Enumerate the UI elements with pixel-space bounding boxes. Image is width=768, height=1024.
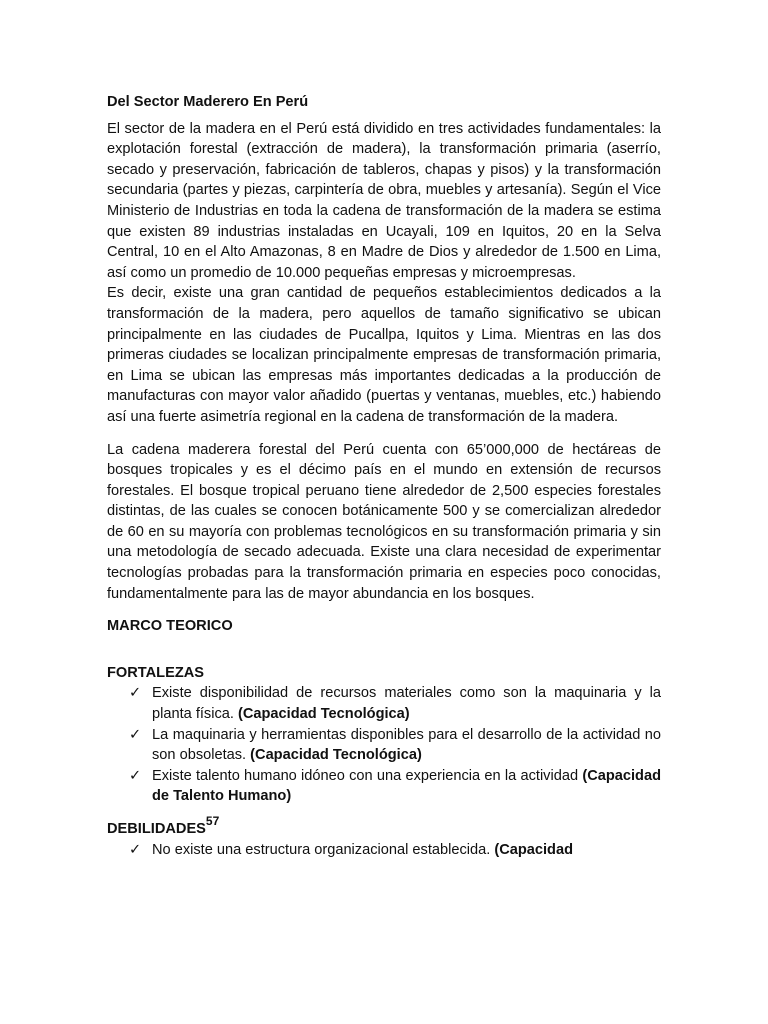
item-tag: (Capacidad [494, 841, 574, 858]
item-text: Existe disponibilidad de recursos materiales como son la maquinaria y la planta física. [152, 685, 661, 723]
debilidades-heading: DEBILIDADES [107, 821, 206, 837]
document-body [107, 92, 661, 860]
marco-teorico-heading: MARCO TEORICO [107, 618, 233, 635]
check-mark-icon: ✓ [129, 726, 142, 743]
list-item [107, 840, 661, 861]
list-item [107, 766, 661, 807]
item-tag: (Capacidad Tecnológica) [250, 747, 422, 764]
footnote-marker: 57 [205, 814, 220, 828]
item-text: No existe una estructura organizacional establecida. [152, 841, 495, 858]
check-mark-icon: ✓ [129, 841, 142, 858]
debilidades-list [107, 840, 661, 861]
item-text: Existe talento humano idóneo con una experiencia en la actividad [152, 767, 583, 784]
section-title: Del Sector Maderero En Perú [107, 94, 309, 110]
item-tag: (Capacidad Tecnológica) [238, 706, 410, 723]
check-mark-icon: ✓ [129, 685, 142, 702]
check-mark-icon: ✓ [129, 767, 142, 784]
paragraph: La cadena maderera forestal del Perú cuenta con 65’000,000 de hectáreas de bosques tropicales y es el décimo país en el mundo en extensión de recursos forestales. El bosque tropical peruano tiene alrededor de 2,500 especies forestales distintas, de las cuales se conocen botánicamente 500 y se comercializan alrededor de 60 en su mayoría con problemas tecnológicos en su transformación primaria y sin una metodología de secado adecuada. Existe una clara necesidad de experimentar tecnologías probadas para la transformación primaria en especies poco conocidas, fundamentalmente para las de mayor abundancia en los bosques. [107, 441, 661, 602]
fortalezas-list [107, 683, 661, 807]
item-tag: (Capacidad de Talento Humano) [152, 767, 661, 805]
paragraph: Es decir, existe una gran cantidad de pequeños establecimientos dedicados a la transformación de la madera, pero aquellos de tamaño significativo se ubican principalmente en las ciudades de Pucallpa, Iquitos y Lima. Mientras en las dos primeras ciudades se localizan principalmente empresas de transformación primaria, en Lima se ubican las empresas más importantes dedicadas a la producción de manufacturas con mayor valor añadido (puertas y ventanas, muebles, etc.) habiendo así una fuerte asimetría regional en la cadena de transformación de la madera. [107, 285, 661, 425]
paragraph: El sector de la madera en el Perú está dividido en tres actividades fundamentales: la explotación forestal (extracción de madera), la transformación primaria (aserrío, secado y preservación, fabricación de tableros, chapas y pisos) y la transformación secundaria (partes y piezas, carpintería de obra, muebles y artesanía). Según el Vice Ministerio de Industrias en toda la cadena de transformación de la madera se estima que existen 89 industrias instaladas en Ucayali, 109 en Iquitos, 20 en la Selva Central, 10 en el Alto Amazonas, 8 en Madre de Dios y alrededor de 1.500 en Lima, así como un promedio de 10.000 pequeñas empresas y microempresas. [107, 120, 661, 281]
item-text: La maquinaria y herramientas disponibles para el desarrollo de la actividad no son obsoletas. [152, 726, 661, 764]
fortalezas-heading: FORTALEZAS [107, 664, 205, 681]
list-item [107, 683, 661, 724]
list-item [107, 725, 661, 766]
debilidades-heading-line [107, 814, 661, 840]
